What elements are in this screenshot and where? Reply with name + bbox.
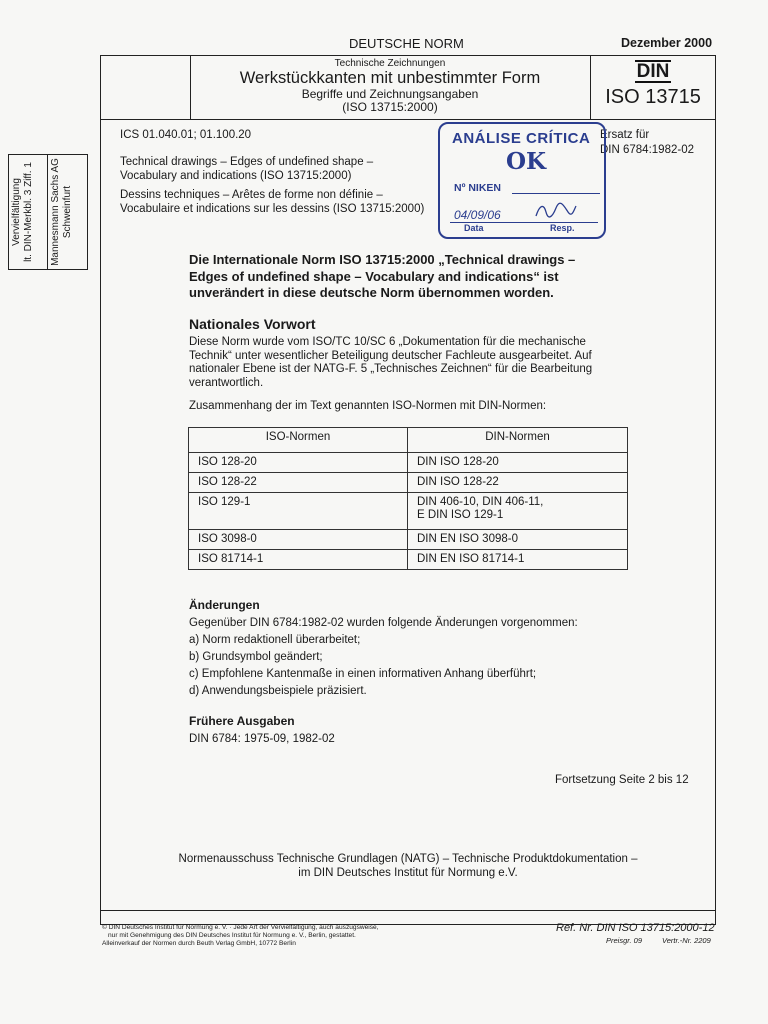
side-stamp-line4: Schweinfurt bbox=[62, 185, 73, 239]
signature-icon bbox=[534, 202, 578, 220]
iso-reference: (ISO 13715:2000) bbox=[342, 100, 438, 114]
intro-paragraph bbox=[189, 252, 575, 302]
table-cell-din: DIN EN ISO 81714-1 bbox=[408, 550, 628, 570]
side-stamp-lower bbox=[48, 154, 88, 270]
category: Technische Zeichnungen bbox=[334, 58, 446, 69]
table-row bbox=[189, 530, 628, 550]
vorwort-line-4: verantwortlich. bbox=[189, 376, 264, 389]
stamp-niken-line bbox=[512, 193, 600, 194]
earlier-editions-heading: Frühere Ausgaben bbox=[189, 714, 295, 728]
french-title-1: Dessins techniques – Arêtes de forme non définie – bbox=[120, 189, 383, 201]
intro-line-2: Edges of undefined shape – Vocabulary and indications“ ist bbox=[189, 268, 559, 284]
copyright-line-2: nur mit Genehmigung des DIN Deutsches Institut für Normung e. V., Berlin, gestattet. bbox=[108, 932, 356, 939]
copyright-line-3: Alleinverkauf der Normen durch Beuth Verlag GmbH, 10772 Berlin bbox=[102, 940, 296, 947]
committee-block bbox=[100, 852, 716, 880]
din-logo: DIN bbox=[636, 61, 670, 82]
side-stamp-upper bbox=[8, 154, 48, 270]
intro-line-3: unverändert in diese deutsche Norm übernommen worden. bbox=[189, 285, 554, 300]
committee-line-2: im DIN Deutsches Institut für Normung e.V. bbox=[298, 867, 518, 879]
table-header-row bbox=[189, 428, 628, 453]
table-cell-din bbox=[408, 493, 628, 530]
vorwort-line-3: nationaler Ebene ist der NATG-F. 5 „Technisches Zeichnen“ für die Bearbeitung bbox=[189, 363, 593, 375]
intro-line-1: Die Internationale Norm ISO 13715:2000 „Technical drawings – bbox=[189, 252, 576, 267]
stamp-resp-label: Resp. bbox=[550, 223, 575, 233]
stamp-date-value: 04/09/06 bbox=[454, 208, 501, 222]
french-title-2: Vocabulaire et indications sur les dessins (ISO 13715:2000) bbox=[120, 203, 425, 215]
din-logo-block bbox=[590, 60, 716, 109]
table-cell-iso: ISO 128-22 bbox=[189, 473, 408, 493]
page-title: Werkstückkanten mit unbestimmter Form bbox=[239, 69, 541, 87]
header-bottom-rule bbox=[100, 119, 716, 120]
stamp-status: OK bbox=[506, 148, 547, 175]
list-item: c) Empfohlene Kantenmaße in einen informativen Anhang überführt; bbox=[189, 668, 537, 680]
norm-date: Dezember 2000 bbox=[621, 36, 713, 50]
side-stamp-line1: Vervielfältigung bbox=[11, 178, 22, 246]
reference-number: Ref. Nr. DIN ISO 13715:2000-12 bbox=[556, 922, 715, 934]
table-header-iso: ISO-Normen bbox=[189, 428, 408, 453]
english-title-2: Vocabulary and indications (ISO 13715:2000) bbox=[120, 170, 352, 182]
subtitle: Begriffe und Zeichnungsangaben bbox=[301, 87, 479, 101]
table-cell-iso: ISO 128-20 bbox=[189, 453, 408, 473]
vorwort-paragraph bbox=[189, 336, 592, 390]
changes-intro: Gegenüber DIN 6784:1982-02 wurden folgende Änderungen vorgenommen: bbox=[189, 617, 578, 629]
norm-type: DEUTSCHE NORM bbox=[349, 36, 464, 51]
table-intro: Zusammenhang der im Text genannten ISO-Normen mit DIN-Normen: bbox=[189, 400, 547, 412]
distribution-number: Vertr.-Nr. 2209 bbox=[662, 936, 711, 945]
table-cell-iso: ISO 129-1 bbox=[189, 493, 408, 530]
committee-line-1: Normenausschuss Technische Grundlagen (NATG) – Technische Produktdokumentation – bbox=[178, 853, 638, 865]
side-stamp-line2: lt. DIN-Merkbl. 3 Ziff. 1 bbox=[23, 162, 34, 262]
table-cell-iso: ISO 3098-0 bbox=[189, 530, 408, 550]
table-cell-iso: ISO 81714-1 bbox=[189, 550, 408, 570]
copyright-line-1: © DIN Deutsches Institut für Normung e. V. · Jede Art der Vervielfältigung, auch auszugsweise, bbox=[102, 924, 379, 931]
vorwort-line-2: Technik“ unter wesentlicher Beteiligung deutscher Fachleute ausgearbeitet. Auf bbox=[189, 349, 592, 362]
stamp-title: ANÁLISE CRÍTICA bbox=[452, 130, 591, 147]
side-reproduction-stamp bbox=[8, 152, 96, 270]
norm-mapping-table bbox=[188, 427, 628, 570]
table-row bbox=[189, 493, 628, 530]
standard-number: ISO 13715 bbox=[605, 86, 701, 108]
price-group: Preisgr. 09 bbox=[606, 936, 642, 945]
vorwort-line-1: Diese Norm wurde vom ISO/TC 10/SC 6 „Dokumentation für die mechanische bbox=[189, 336, 586, 348]
list-item: b) Grundsymbol geändert; bbox=[189, 651, 323, 663]
table-cell-din-line-2: E DIN ISO 129-1 bbox=[417, 509, 504, 521]
side-stamp-line3: Mannesmann Sachs AG bbox=[50, 158, 61, 266]
english-title-1: Technical drawings – Edges of undefined shape – bbox=[120, 156, 374, 168]
earlier-editions-value: DIN 6784: 1975-09, 1982-02 bbox=[189, 733, 335, 745]
table-cell-din: DIN ISO 128-20 bbox=[408, 453, 628, 473]
stamp-date-label: Data bbox=[464, 223, 484, 233]
replaces-label: Ersatz für bbox=[600, 129, 650, 141]
table-row bbox=[189, 473, 628, 493]
title-block bbox=[190, 58, 590, 114]
table-header-din: DIN-Normen bbox=[408, 428, 628, 453]
changes-list bbox=[189, 615, 578, 700]
table-row bbox=[189, 453, 628, 473]
table-cell-din: DIN ISO 128-22 bbox=[408, 473, 628, 493]
replaces-value: DIN 6784:1982-02 bbox=[600, 144, 694, 156]
analysis-stamp bbox=[438, 122, 606, 239]
copyright-block bbox=[102, 924, 379, 948]
table-cell-din: DIN EN ISO 3098-0 bbox=[408, 530, 628, 550]
footer-top-rule bbox=[100, 910, 716, 911]
list-item: a) Norm redaktionell überarbeitet; bbox=[189, 634, 361, 646]
list-item: d) Anwendungsbeispiele präzisiert. bbox=[189, 685, 367, 697]
ics-code: ICS 01.040.01; 01.100.20 bbox=[120, 129, 252, 141]
stamp-niken-label: Nº NIKEN bbox=[454, 182, 502, 194]
vorwort-heading: Nationales Vorwort bbox=[189, 316, 316, 332]
table-cell-din-line-1: DIN 406-10, DIN 406-11, bbox=[417, 496, 544, 508]
continuation-note: Fortsetzung Seite 2 bis 12 bbox=[555, 774, 689, 786]
changes-heading: Änderungen bbox=[189, 598, 260, 612]
table-row bbox=[189, 550, 628, 570]
